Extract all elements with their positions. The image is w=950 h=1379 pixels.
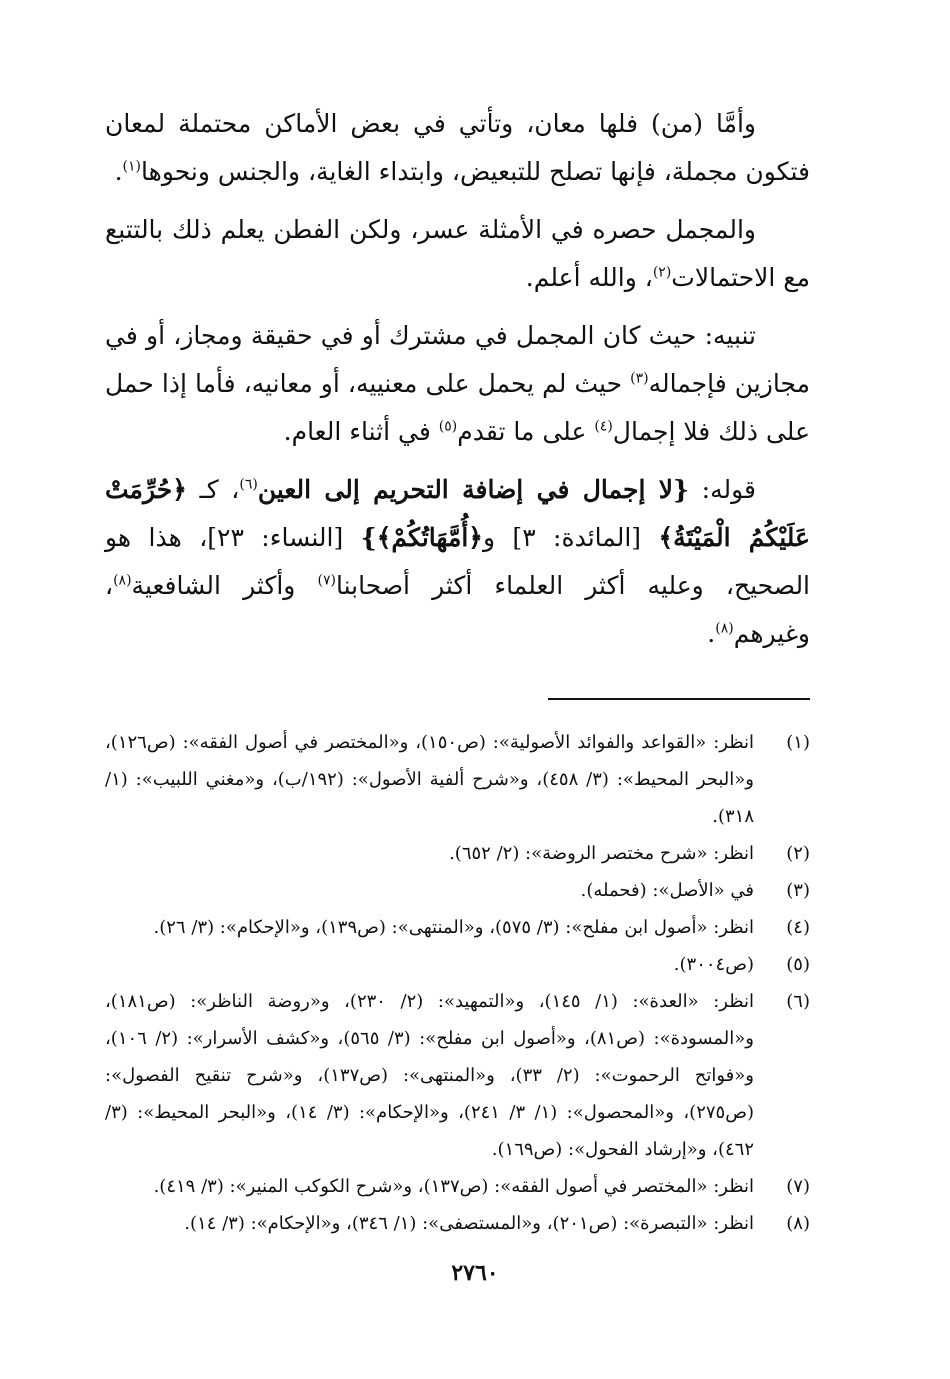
matn-quote: {لا إجمال في إضافة التحريم إلى العين bbox=[257, 475, 690, 504]
footnote-ref-4: (٤) bbox=[594, 418, 613, 435]
footnote-5: (٥) (ص٣٠٠٤). bbox=[673, 954, 810, 975]
paragraph-tanbih: تنبيه: حيث كان المجمل في مشترك أو في حقيقة ومجاز، أو في مجازين فإجماله$^{(٣)}$ حيث لم يحمل على معنييه، أو معانيه، فأما إذا حمل على ذلك فلا إجمال$^{(٤)}$ على ما تقدم$^{(٥)}$ في أثناء العام. bbox=[105, 321, 810, 446]
footnote-ref-6: (٦) bbox=[239, 476, 258, 493]
footnote-ref-7: (٧) bbox=[317, 572, 336, 589]
footnote-ref-8b: (٨) bbox=[715, 620, 734, 637]
footnote-ref-1: (١) bbox=[122, 158, 142, 175]
main-text bbox=[105, 100, 810, 658]
footnote-ref-8: (٨) bbox=[113, 572, 132, 589]
paragraph-mujmal-examples: والمجمل حصره في الأمثلة عسر، ولكن الفطن يعلم ذلك بالتتبع مع الاحتمالات$^{(٢)}$، والله أعلم. bbox=[105, 215, 810, 292]
page-number: ٢٧٦٠ bbox=[451, 1260, 499, 1286]
quran-verse-maidah: ﴿حُرِّمَتْ عَلَيْكُمُ الْمَيْتَةُ﴾ bbox=[105, 475, 810, 552]
footnote-ref-3: (٣) bbox=[630, 370, 649, 387]
footnote-7: (٧) انظر: «المختصر في أصول الفقه»: (ص١٣٧)، و«شرح الكوكب المنير»: (٣/ ٤١٩). bbox=[153, 1176, 810, 1197]
footnotes bbox=[105, 724, 810, 1242]
paragraph-tahrim: قوله: {لا إجمال في إضافة التحريم إلى العين$^{(٦)}$، كـ ﴿حُرِّمَتْ عَلَيْكُمُ الْمَيْتَةُ﴾ [المائدة: ٣] و﴿أُمَّهَاتُكُمْ﴾} [النساء: ٢٣]، هذا هو الصحيح، وعليه أكثر العلماء أكثر أصحابنا$^{(٧)}$ وأكثر الشافعية$^{(٨)}$، وغيرهم$^{(٨)}$. bbox=[105, 475, 811, 648]
footnote-3: (٣) في «الأصل»: (فحمله). bbox=[580, 880, 810, 901]
footnote-6: (٦) انظر: «العدة»: (١/ ١٤٥)، و«التمهيد»: (٢/ ٢٣٠)، و«روضة الناظر»: (ص١٨١)، و«المسودة»: (ص٨١)، و«أصول ابن مفلح»: (٣/ ٥٦٥)، و«كشف الأسرار»: (٢/ ١٠٦)، و«فواتح الرحموت»: (٢/ ٣٣)، و«المنتهى»: (ص١٣٧)، و«شرح تنقيح الفصول»: (ص٢٧٥)، و«المحصول»: (١/ ٣/ ٢٤١)، و«الإحكام»: (٣/ ١٤)، و«البحر المحيط»: (٣/ ٤٦٢)، و«إرشاد الفحول»: (ص١٦٩). bbox=[105, 991, 810, 1160]
footnote-ref-2: (٢) bbox=[652, 264, 672, 281]
footnote-2: (٢) انظر: «شرح مختصر الروضة»: (٢/ ٦٥٢). bbox=[449, 843, 810, 864]
footnote-ref-5: (٥) bbox=[438, 418, 458, 435]
quran-verse-nisa: ﴿أُمَّهَاتُكُمْ﴾ bbox=[376, 523, 483, 552]
footnote-1: (١) انظر: «القواعد والفوائد الأصولية»: (ص١٥٠)، و«المختصر في أصول الفقه»: (ص١٢٦)، و«البحر المحيط»: (٣/ ٤٥٨)، و«شرح ألفية الأصول»: (١٩٢/ب)، و«مغني اللبيب»: (١/ ٣١٨). bbox=[105, 732, 810, 827]
footnote-8: (٨) انظر: «التبصرة»: (ص٢٠١)، و«المستصفى»: (١/ ٣٤٦)، و«الإحكام»: (٣/ ١٤). bbox=[184, 1213, 810, 1234]
footnote-separator bbox=[548, 698, 810, 700]
book-page bbox=[105, 100, 810, 1242]
footnote-4: (٤) انظر: «أصول ابن مفلح»: (٣/ ٥٧٥)، و«المنتهى»: (ص١٣٩)، و«الإحكام»: (٣/ ٢٦). bbox=[153, 917, 810, 938]
paragraph-min-meanings: وأمَّا (من) فلها معان، وتأتي في بعض الأماكن محتملة لمعان فتكون مجملة، فإنها تصلح للتبعيض، وابتداء الغاية، والجنس ونحوها$^{(١)}$. bbox=[105, 109, 810, 186]
